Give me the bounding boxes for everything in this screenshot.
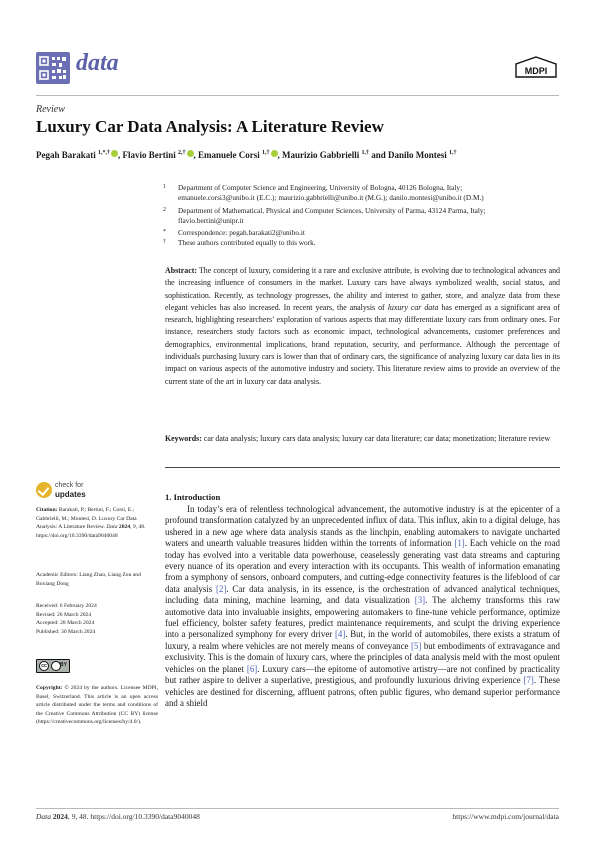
- footer-divider: [36, 808, 559, 809]
- citation-block: Citation: Barakati, P.; Bertini, F.; Corsi, E.; Gabbrielli, M.; Montesi, D. Luxury Car Data Analysis: A Literature Review. Data 2024, 9, 48. https://doi.org/10.3390/data9040048: [36, 507, 146, 539]
- reference-link[interactable]: [3]: [414, 595, 426, 606]
- section-divider: [165, 467, 560, 468]
- journal-name: data: [76, 50, 119, 76]
- reference-link[interactable]: [7]: [523, 675, 534, 686]
- check-updates-icon: [36, 482, 52, 498]
- header-divider: [36, 95, 559, 96]
- keywords-label: Keywords:: [165, 434, 202, 443]
- footer-citation: Data 2024, 9, 48. https://doi.org/10.3390/data9040048: [36, 812, 200, 821]
- author-affiliation: 1,*,†: [98, 150, 110, 156]
- keywords: Keywords: car data analysis; luxury cars data analysis; luxury car data literature; car data; monetization; literature review: [165, 434, 551, 443]
- reference-link[interactable]: [6]: [246, 663, 258, 674]
- revised-date: Revised: 26 March 2024: [36, 611, 92, 618]
- publisher-name: MDPI: [524, 66, 548, 76]
- author-affiliation: 1,†: [449, 150, 457, 156]
- section-heading: 1. Introduction: [165, 492, 221, 502]
- author-name[interactable]: Emanuele Corsi: [198, 150, 260, 160]
- mdpi-logo-icon: [514, 56, 558, 80]
- accepted-date: Accepted: 28 March 2024: [36, 620, 95, 627]
- academic-editors: Academic Editors: Liang Zhao, Liang Zou and Boxiang Dong: [36, 572, 141, 587]
- received-date: Received: 6 February 2024: [36, 603, 97, 609]
- author-affiliation: 1,†: [262, 150, 270, 156]
- orcid-icon[interactable]: [271, 150, 278, 157]
- reference-link[interactable]: [5]: [410, 640, 422, 651]
- author-affiliation: 2,†: [178, 150, 186, 156]
- introduction-text: In today’s era of relentless technological advancement, the automotive industry is at the epicenter of a profound transformation catalyzed by an unprecedented influx of data. This influx, akin to a digital deluge, has ushered in a new age where data analysis stands as the linchpin, enabling automakers to navigate uncharted waters and unearth valuable treasures hidden within the torrents of information [1]. Each vehicle on the road today has evolved into a veritable data powerhouse, ceaselessly generating vast data streams and capturing every nuance of its operation and every interaction with its occupants. This wealth of information emanating from a symphony of sensors, onboard computers, and cutting-edge connectivity features is the lifeblood of car data analysis [2]. Car data analysis, in its essence, is the orchestration of advanced analytical techniques, including data mining, machine learning, and data visualization [3]. The alchemy transforms this raw automotive data into invaluable insights, empowering automakers to fine-tune vehicle performance, optimize fuel efficiency, bolster safety features, predict maintenance requirements, and sculpt the driving experience into a personalized symphony for every driver [4]. But, in the world of automobiles, there exists a stratum of luxury, a realm where vehicles are not merely means of conveyance [5] but embodiments of extravagance and exclusivity. This is the domain of luxury cars, where the principles of data analysis meld with the most opulent vehicles on the planet [6]. Luxury cars—the epitome of automotive artistry—are not confined by practicality but rather aspire to deliver a superlative, prestigious, and profoundly luxurious driving experience [7]. These vehicles are destined for discerning, affluent patrons, often public figures, who demand superior performance and a shield: [165, 504, 561, 708]
- article-dates: [36, 602, 158, 636]
- journal-logo-icon: [36, 52, 70, 84]
- copyright-block: Copyright: © 2024 by the authors. Licensee MDPI, Basel, Switzerland. This article is an open access article distributed under the terms and conditions of the Creative Commons Attribution (CC BY) license (https://creativecommons.org/licenses/by/4.0/).: [36, 685, 158, 726]
- author-name[interactable]: Danilo Montesi: [388, 150, 447, 160]
- author-affiliation: 1,†: [361, 150, 369, 156]
- cc-license-icon[interactable]: cc BY: [36, 659, 70, 673]
- orcid-icon[interactable]: [187, 150, 194, 157]
- author-name[interactable]: Maurizio Gabbrielli: [282, 150, 360, 160]
- reference-link[interactable]: [1]: [454, 538, 465, 549]
- abstract-label: Abstract:: [165, 266, 197, 275]
- reference-link[interactable]: [4]: [334, 629, 346, 640]
- author-name[interactable]: Flavio Bertini: [122, 150, 176, 160]
- published-date: Published: 30 March 2024: [36, 628, 96, 635]
- article-title: Luxury Car Data Analysis: A Literature Review: [36, 117, 384, 136]
- author-name[interactable]: Pegah Barakati: [36, 150, 96, 160]
- check-for-updates-button[interactable]: check for updates: [36, 482, 96, 500]
- author-list: Pegah Barakati $^{1,*,\dagger}$ , Flavio Bertini $^{2,\dagger}$ , Emanuele Corsi $^{1,\dagger}$ , Maurizio Gabbrielli $^{1,\dagger}$ and Danilo Montesi $^{1,\dagger}$: [36, 150, 457, 160]
- article-type: Review: [36, 104, 65, 115]
- footer-journal-url[interactable]: https://www.mdpi.com/journal/data: [452, 812, 559, 821]
- reference-link[interactable]: [2]: [216, 583, 227, 594]
- abstract: Abstract: The concept of luxury, considering it a rare and exclusive attribute, is evolving due to technological advances and the increasing influence of consumers in the market. Luxury cars have always symbolized wealth, social status, and sophistication. Recently, as technology progresses, the ability and interest to gather, store, and analyze data from these elegant vehicles has also increased. In recent years, the analysis of luxury car data has emerged as a significant area of research, highlighting researchers’ exploration of various aspects that may differentiate luxury cars from ordinary ones. For instance, researchers study factors such as economic impact, technological advancements, customer preferences and demographics, environmental implications, brand reputation, security, and performance. Although the percentage of individuals purchasing luxury cars is lower than that of ordinary cars, the significance of analyzing luxury car data lies in its impact on various aspects of the automotive industry and society. This literature review aims to provide an overview of the current state of the art in luxury car data analysis.: [165, 266, 560, 386]
- orcid-icon[interactable]: [111, 150, 118, 157]
